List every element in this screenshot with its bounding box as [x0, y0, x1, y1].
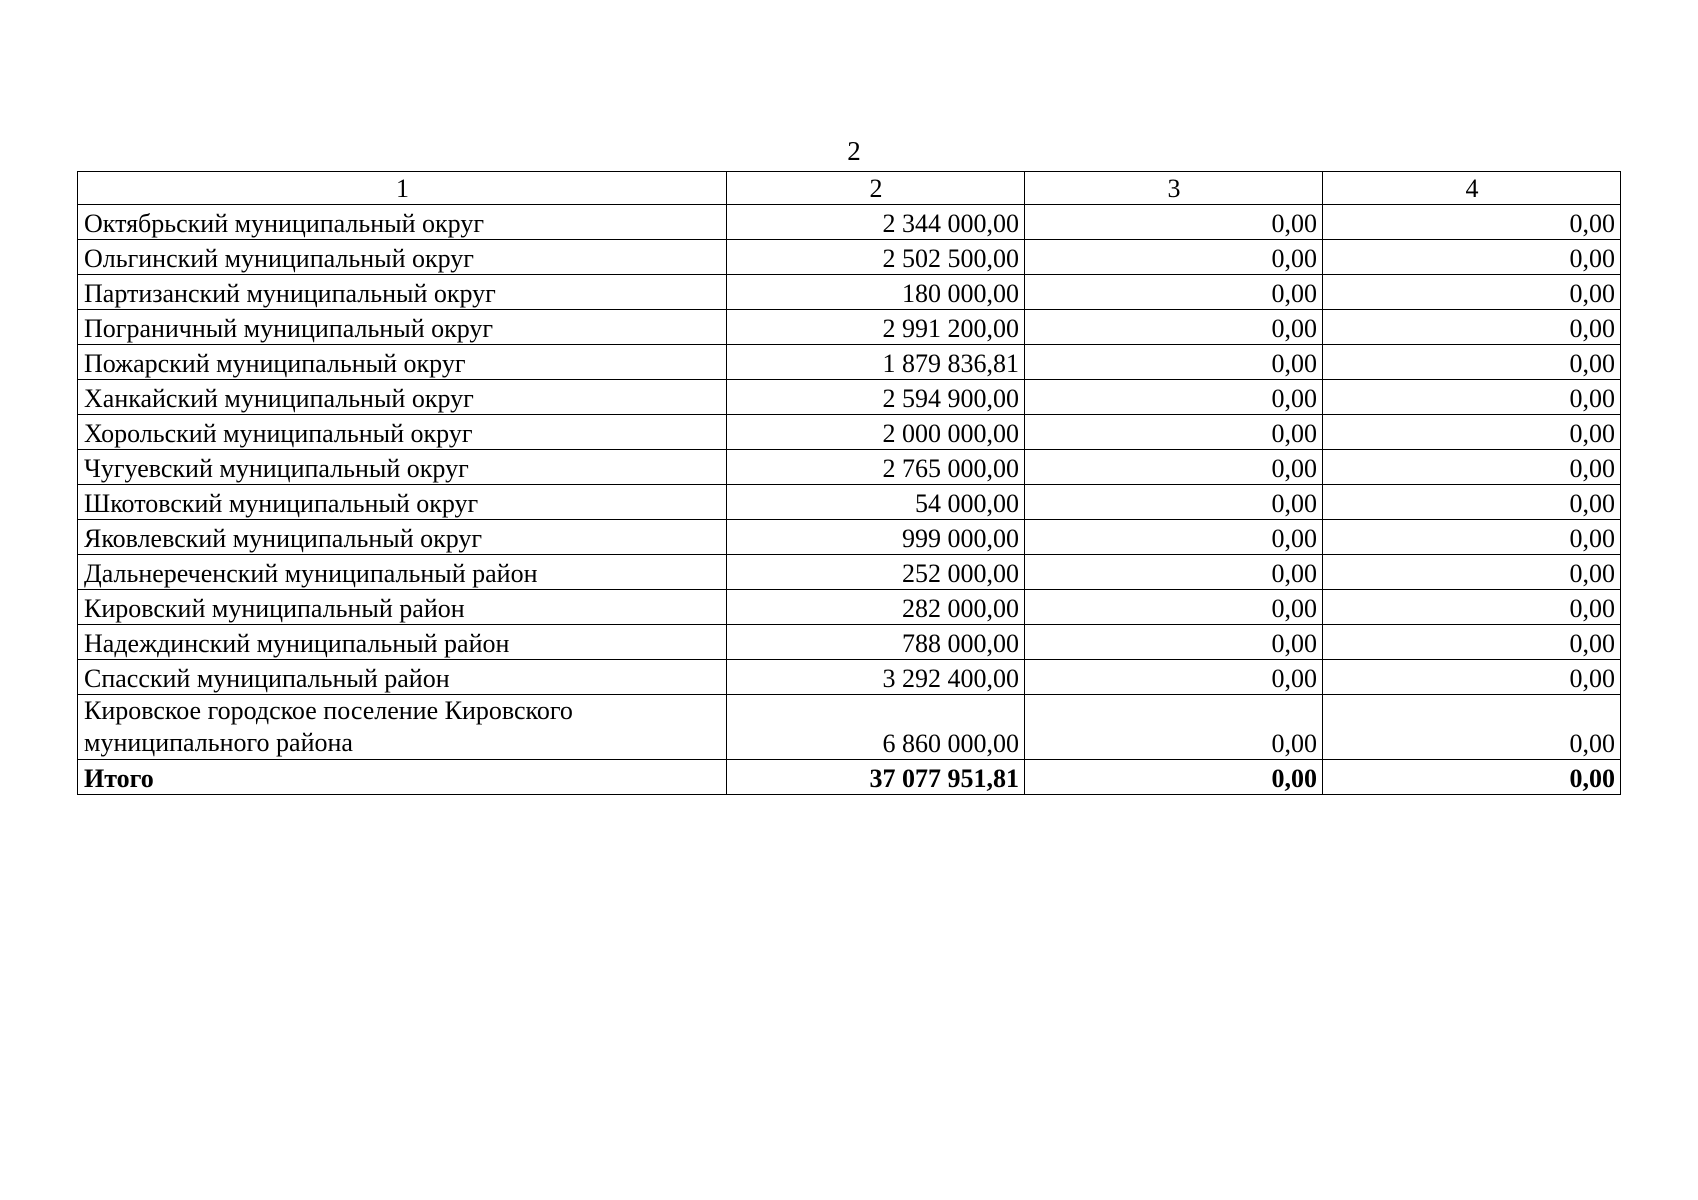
amount-col3: 0,00	[1025, 240, 1323, 275]
table-row	[78, 625, 1621, 660]
municipality-name: Ханкайский муниципальный округ	[78, 380, 727, 415]
amount-col2: 6 860 000,00	[727, 695, 1025, 760]
municipality-name: Надеждинский муниципальный район	[78, 625, 727, 660]
amount-col4: 0,00	[1323, 240, 1621, 275]
table-row	[78, 695, 1621, 760]
total-col4: 0,00	[1323, 760, 1621, 795]
amount-col3: 0,00	[1025, 415, 1323, 450]
amount-col4: 0,00	[1323, 310, 1621, 345]
municipality-name: Партизанский муниципальный округ	[78, 275, 727, 310]
municipality-name: Шкотовский муниципальный округ	[78, 485, 727, 520]
table-row	[78, 205, 1621, 240]
amount-col4: 0,00	[1323, 660, 1621, 695]
amount-col3: 0,00	[1025, 590, 1323, 625]
table-row	[78, 415, 1621, 450]
amount-col3: 0,00	[1025, 345, 1323, 380]
budget-table	[77, 171, 1621, 795]
municipality-name: Кировское городское поселение Кировского муниципального района	[78, 695, 727, 760]
amount-col2: 252 000,00	[727, 555, 1025, 590]
amount-col2: 1 879 836,81	[727, 345, 1025, 380]
table-row	[78, 520, 1621, 555]
amount-col2: 2 765 000,00	[727, 450, 1025, 485]
amount-col2: 2 991 200,00	[727, 310, 1025, 345]
amount-col3: 0,00	[1025, 380, 1323, 415]
amount-col2: 788 000,00	[727, 625, 1025, 660]
amount-col2: 54 000,00	[727, 485, 1025, 520]
amount-col3: 0,00	[1025, 205, 1323, 240]
municipality-name: Ольгинский муниципальный округ	[78, 240, 727, 275]
table-row	[78, 345, 1621, 380]
amount-col4: 0,00	[1323, 625, 1621, 660]
amount-col2: 2 594 900,00	[727, 380, 1025, 415]
amount-col4: 0,00	[1323, 590, 1621, 625]
municipality-name: Яковлевский муниципальный округ	[78, 520, 727, 555]
municipality-name: Пожарский муниципальный округ	[78, 345, 727, 380]
municipality-name: Октябрьский муниципальный округ	[78, 205, 727, 240]
amount-col4: 0,00	[1323, 485, 1621, 520]
table-header-row	[78, 172, 1621, 205]
table-row	[78, 380, 1621, 415]
column-header: 2	[727, 172, 1025, 205]
municipality-name: Хорольский муниципальный округ	[78, 415, 727, 450]
column-header: 3	[1025, 172, 1323, 205]
table-row	[78, 275, 1621, 310]
table-row	[78, 555, 1621, 590]
amount-col4: 0,00	[1323, 345, 1621, 380]
column-header: 1	[78, 172, 727, 205]
total-row	[78, 760, 1621, 795]
amount-col3: 0,00	[1025, 275, 1323, 310]
amount-col3: 0,00	[1025, 310, 1323, 345]
amount-col3: 0,00	[1025, 450, 1323, 485]
amount-col3: 0,00	[1025, 520, 1323, 555]
amount-col3: 0,00	[1025, 660, 1323, 695]
table-row	[78, 450, 1621, 485]
amount-col2: 180 000,00	[727, 275, 1025, 310]
table-row	[78, 660, 1621, 695]
amount-col3: 0,00	[1025, 695, 1323, 760]
amount-col3: 0,00	[1025, 555, 1323, 590]
amount-col4: 0,00	[1323, 555, 1621, 590]
amount-col2: 2 344 000,00	[727, 205, 1025, 240]
amount-col2: 999 000,00	[727, 520, 1025, 555]
municipality-name: Пограничный муниципальный округ	[78, 310, 727, 345]
amount-col4: 0,00	[1323, 415, 1621, 450]
amount-col4: 0,00	[1323, 695, 1621, 760]
amount-col4: 0,00	[1323, 380, 1621, 415]
amount-col4: 0,00	[1323, 450, 1621, 485]
amount-col2: 2 502 500,00	[727, 240, 1025, 275]
municipality-name: Кировский муниципальный район	[78, 590, 727, 625]
table-row	[78, 485, 1621, 520]
total-col3: 0,00	[1025, 760, 1323, 795]
amount-col3: 0,00	[1025, 625, 1323, 660]
table-row	[78, 240, 1621, 275]
amount-col2: 282 000,00	[727, 590, 1025, 625]
total-col2: 37 077 951,81	[727, 760, 1025, 795]
page-number: 2	[847, 136, 861, 166]
amount-col4: 0,00	[1323, 275, 1621, 310]
table-row	[78, 310, 1621, 345]
amount-col2: 2 000 000,00	[727, 415, 1025, 450]
municipality-name: Спасский муниципальный район	[78, 660, 727, 695]
amount-col4: 0,00	[1323, 520, 1621, 555]
municipality-name: Дальнереченский муниципальный район	[78, 555, 727, 590]
table-row	[78, 590, 1621, 625]
amount-col3: 0,00	[1025, 485, 1323, 520]
column-header: 4	[1323, 172, 1621, 205]
total-label: Итого	[78, 760, 727, 795]
amount-col4: 0,00	[1323, 205, 1621, 240]
municipality-name: Чугуевский муниципальный округ	[78, 450, 727, 485]
amount-col2: 3 292 400,00	[727, 660, 1025, 695]
